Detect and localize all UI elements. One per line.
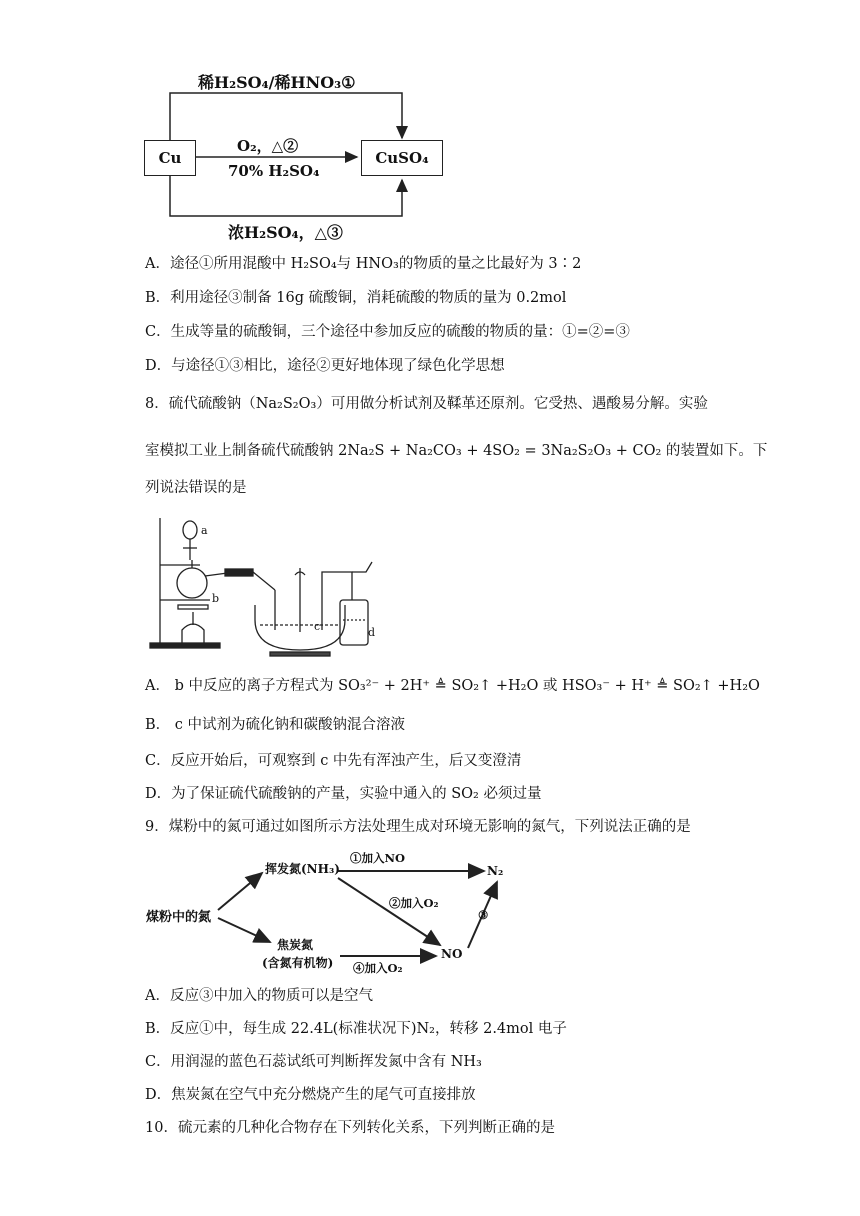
q8-stem-line-3: 列说法错误的是 <box>145 480 247 496</box>
route-1-label: 稀H₂SO₄/稀HNO₃① <box>198 73 356 92</box>
q7-option-d: D．与途径①③相比，途径②更好地体现了绿色化学思想 <box>145 358 505 374</box>
node-coal-nitrogen: 煤粉中的氮 <box>146 910 212 925</box>
q8-option-b: B． c 中试剂为硫化钠和碳酸钠混合溶液 <box>145 717 405 733</box>
route-2-label-bottom: 70% H₂SO₄ <box>228 162 320 180</box>
route-2-label-top: O₂，△② <box>237 137 299 155</box>
apparatus-label-d: d <box>368 626 376 639</box>
node-coke-nitrogen-detail: (含氮有机物) <box>262 956 334 970</box>
node-coke-nitrogen: 焦炭氮 <box>277 938 314 952</box>
apparatus-label-b: b <box>212 592 220 605</box>
step-3-label: ③ <box>478 908 489 922</box>
q8-stem-line-1: 8．硫代硫酸钠（Na₂S₂O₃）可用做分析试剂及鞣革还原剂。它受热、遇酸易分解。实验 <box>145 396 708 412</box>
node-volatile-nitrogen: 挥发氮(NH₃) <box>265 862 340 876</box>
q7-option-c: C．生成等量的硫酸铜，三个途径中参加反应的硫酸的物质的量：①=②=③ <box>145 324 630 340</box>
q8-option-d: D．为了保证硫代硫酸钠的产量，实验中通入的 SO₂ 必须过量 <box>145 786 542 802</box>
q9-option-a: A．反应③中加入的物质可以是空气 <box>145 988 373 1004</box>
node-n2: N₂ <box>487 864 504 878</box>
q7-option-b: B．利用途径③制备 16g 硫酸铜，消耗硫酸的物质的量为 0.2mol <box>145 290 567 306</box>
step-2-label: ②加入O₂ <box>389 896 439 910</box>
q8-stem-line-2: 室模拟工业上制备硫代硫酸钠 2Na₂S + Na₂CO₃ + 4SO₂ = 3Na₂S₂O₃ + CO₂ 的装置如下。下 <box>145 443 768 459</box>
node-cuso4: CuSO₄ <box>361 140 443 176</box>
q9-option-b: B．反应①中，每生成 22.4L(标准状况下)N₂，转移 2.4mol 电子 <box>145 1021 567 1037</box>
step-4-label: ④加入O₂ <box>353 961 403 975</box>
node-no: NO <box>441 947 463 961</box>
step-1-label: ①加入NO <box>350 851 406 865</box>
q9-stem: 9．煤粉中的氮可通过如图所示方法处理生成对环境无影响的氮气，下列说法正确的是 <box>145 819 691 835</box>
q9-option-d: D．焦炭氮在空气中充分燃烧产生的尾气可直接排放 <box>145 1087 476 1103</box>
q10-stem: 10．硫元素的几种化合物存在下列转化关系，下列判断正确的是 <box>145 1120 555 1136</box>
q9-option-c: C．用润湿的蓝色石蕊试纸可判断挥发氮中含有 NH₃ <box>145 1054 482 1070</box>
q8-option-c: C．反应开始后，可观察到 c 中先有浑浊产生，后又变澄清 <box>145 753 522 769</box>
q7-option-a: A．途径①所用混酸中 H₂SO₄与 HNO₃的物质的量之比最好为 3∶2 <box>145 256 582 272</box>
route-3-label: 浓H₂SO₄，△③ <box>228 223 343 242</box>
apparatus-label-a: a <box>201 524 208 537</box>
apparatus-label-c: c <box>314 620 321 633</box>
q8-option-a: A． b 中反应的离子方程式为 SO₃²⁻ + 2H⁺ ≜ SO₂↑ +H₂O 或 HSO₃⁻ + H⁺ ≜ SO₂↑ +H₂O <box>145 678 760 694</box>
node-cu: Cu <box>144 140 196 176</box>
